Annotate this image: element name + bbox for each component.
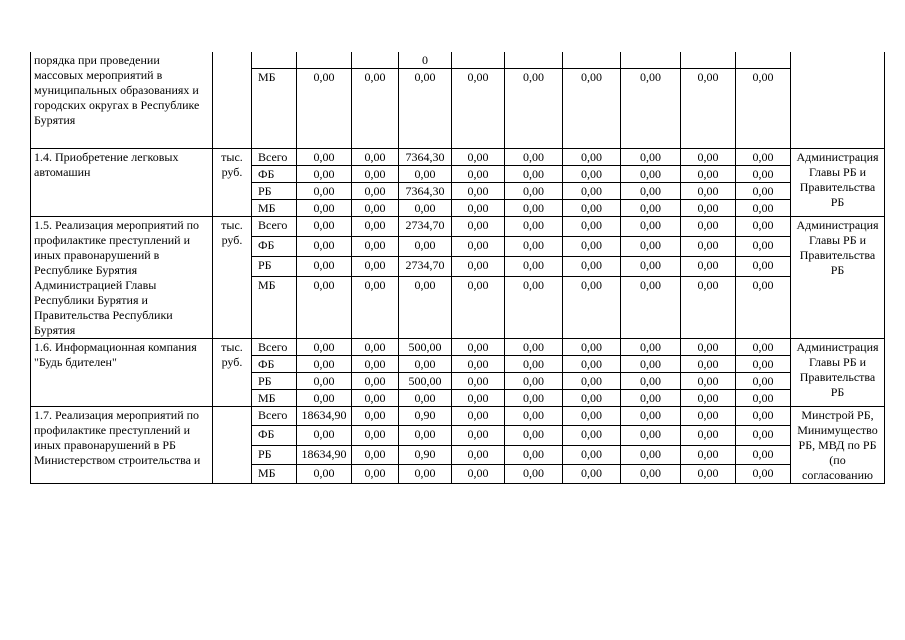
value-cell: 0,00 <box>297 356 352 373</box>
value-cell: 0,00 <box>505 69 563 149</box>
source-cell: РБ <box>252 257 297 277</box>
value-cell: 0,00 <box>505 390 563 407</box>
source-cell: ФБ <box>252 426 297 445</box>
value-cell: 0,00 <box>452 445 505 464</box>
measure-name: 1.7. Реализация мероприятий по профилактике преступлений и иных правонарушений в РБ Министерством строительства и <box>31 407 213 484</box>
value-cell: 0,00 <box>563 390 621 407</box>
value-cell: 0,00 <box>452 339 505 356</box>
value-cell: 0,00 <box>621 356 681 373</box>
value-cell: 0,00 <box>736 445 791 464</box>
value-cell: 0,00 <box>352 445 399 464</box>
value-cell: 0,90 <box>399 407 452 426</box>
value-cell <box>297 52 352 69</box>
value-cell: 0,00 <box>621 183 681 200</box>
value-cell: 0,00 <box>563 356 621 373</box>
value-cell: 0,00 <box>352 356 399 373</box>
source-cell: МБ <box>252 464 297 483</box>
executor-cell: Минстрой РБ, Минимущество РБ, МВД по РБ (по согласованию <box>791 407 885 484</box>
value-cell: 0,00 <box>297 373 352 390</box>
source-cell: МБ <box>252 277 297 339</box>
unit-cell <box>213 52 252 149</box>
value-cell: 0,00 <box>681 407 736 426</box>
value-cell: 500,00 <box>399 373 452 390</box>
table-row <box>31 339 885 356</box>
value-cell: 0,00 <box>681 426 736 445</box>
measure-name: 1.5. Реализация мероприятий по профилактике преступлений и иных правонарушений в Республике Бурятия Администрацией Главы Республики Бурятия и Правительства Республики Бурятия <box>31 217 213 339</box>
value-cell: 0,00 <box>505 464 563 483</box>
value-cell: 0,00 <box>297 217 352 237</box>
value-cell: 0,00 <box>681 257 736 277</box>
value-cell: 0,00 <box>505 200 563 217</box>
value-cell: 0,00 <box>297 149 352 166</box>
value-cell: 0,00 <box>505 257 563 277</box>
value-cell: 0,00 <box>681 149 736 166</box>
value-cell: 0,00 <box>505 237 563 257</box>
value-cell: 0,00 <box>297 464 352 483</box>
value-cell: 0,00 <box>563 445 621 464</box>
value-cell: 0,00 <box>352 339 399 356</box>
value-cell: 0,00 <box>681 183 736 200</box>
value-cell: 0,00 <box>563 200 621 217</box>
value-cell: 0,00 <box>297 237 352 257</box>
value-cell: 0,00 <box>563 183 621 200</box>
value-cell: 0,00 <box>399 426 452 445</box>
source-cell: Всего <box>252 217 297 237</box>
value-cell: 0,00 <box>297 257 352 277</box>
value-cell: 0,00 <box>621 166 681 183</box>
value-cell: 500,00 <box>399 339 452 356</box>
value-cell: 0,00 <box>736 356 791 373</box>
value-cell: 0,00 <box>736 257 791 277</box>
value-cell <box>681 52 736 69</box>
value-cell: 0,00 <box>297 390 352 407</box>
value-cell <box>621 52 681 69</box>
unit-cell: тыс. руб. <box>213 149 252 217</box>
executor-cell: Администрация Главы РБ и Правительства РБ <box>791 339 885 407</box>
source-cell: РБ <box>252 373 297 390</box>
value-cell: 0,00 <box>681 445 736 464</box>
value-cell: 0,00 <box>399 69 452 149</box>
value-cell: 0,00 <box>563 339 621 356</box>
table-row <box>31 149 885 166</box>
value-cell: 0,00 <box>452 407 505 426</box>
value-cell <box>505 52 563 69</box>
value-cell: 0,00 <box>352 277 399 339</box>
value-cell: 0,00 <box>681 373 736 390</box>
value-cell: 0,00 <box>352 390 399 407</box>
value-cell: 0,00 <box>452 200 505 217</box>
value-cell: 0,00 <box>505 183 563 200</box>
value-cell: 0,00 <box>621 69 681 149</box>
value-cell: 0,00 <box>681 200 736 217</box>
value-cell: 0,00 <box>563 166 621 183</box>
value-cell: 0,00 <box>352 217 399 237</box>
value-cell: 0,00 <box>563 464 621 483</box>
value-cell: 0,00 <box>563 237 621 257</box>
value-cell: 0,00 <box>452 277 505 339</box>
value-cell: 0,00 <box>621 149 681 166</box>
value-cell: 0,00 <box>352 257 399 277</box>
table-row <box>31 217 885 237</box>
value-cell: 0,00 <box>563 217 621 237</box>
value-cell: 0,00 <box>452 217 505 237</box>
source-cell: РБ <box>252 183 297 200</box>
value-cell: 0,00 <box>505 166 563 183</box>
value-cell: 0,00 <box>297 183 352 200</box>
value-cell: 0,00 <box>452 149 505 166</box>
source-cell: Всего <box>252 149 297 166</box>
value-cell: 0,00 <box>736 217 791 237</box>
value-cell: 0,00 <box>505 217 563 237</box>
value-cell: 0,00 <box>736 339 791 356</box>
value-cell <box>736 52 791 69</box>
table-row <box>31 52 885 69</box>
value-cell: 0,00 <box>452 356 505 373</box>
value-cell: 0,00 <box>452 69 505 149</box>
value-cell: 0,00 <box>736 277 791 339</box>
source-cell: ФБ <box>252 356 297 373</box>
table-row <box>31 407 885 426</box>
value-cell <box>452 52 505 69</box>
value-cell: 0,00 <box>352 373 399 390</box>
executor-cell: Администрация Главы РБ и Правительства РБ <box>791 149 885 217</box>
value-cell: 0,00 <box>736 183 791 200</box>
value-cell: 0,00 <box>736 390 791 407</box>
value-cell: 0,00 <box>681 277 736 339</box>
value-cell: 0,00 <box>452 237 505 257</box>
source-cell: МБ <box>252 69 297 149</box>
source-cell: ФБ <box>252 166 297 183</box>
value-cell: 0,00 <box>352 166 399 183</box>
value-cell <box>563 52 621 69</box>
value-cell: 0,00 <box>736 237 791 257</box>
value-cell: 0,00 <box>297 277 352 339</box>
value-cell: 0,00 <box>563 407 621 426</box>
value-cell: 0,00 <box>681 464 736 483</box>
value-cell: 0,00 <box>452 166 505 183</box>
value-cell: 0,00 <box>505 339 563 356</box>
source-cell <box>252 52 297 69</box>
value-cell: 0,00 <box>563 277 621 339</box>
value-cell: 0,00 <box>297 200 352 217</box>
value-cell: 0,00 <box>621 373 681 390</box>
value-cell: 0,00 <box>621 200 681 217</box>
value-cell: 0,00 <box>563 257 621 277</box>
value-cell: 7364,30 <box>399 149 452 166</box>
value-cell: 0,00 <box>736 69 791 149</box>
source-cell: МБ <box>252 390 297 407</box>
value-cell: 0,00 <box>621 445 681 464</box>
source-cell: Всего <box>252 339 297 356</box>
value-cell: 0,00 <box>399 166 452 183</box>
value-cell: 0,00 <box>297 339 352 356</box>
value-cell: 0,00 <box>297 69 352 149</box>
value-cell: 0,00 <box>505 426 563 445</box>
value-cell: 0,00 <box>681 237 736 257</box>
value-cell: 0,00 <box>505 373 563 390</box>
value-cell: 0,00 <box>736 407 791 426</box>
value-cell: 0,00 <box>399 200 452 217</box>
value-cell: 0 <box>399 52 452 69</box>
measure-name: 1.6. Информационная компания "Будь бдителен" <box>31 339 213 407</box>
value-cell: 0,00 <box>621 217 681 237</box>
value-cell: 0,00 <box>352 69 399 149</box>
value-cell: 0,00 <box>563 149 621 166</box>
value-cell: 0,00 <box>505 356 563 373</box>
measure-name: 1.4. Приобретение легковых автомашин <box>31 149 213 217</box>
value-cell: 0,00 <box>621 390 681 407</box>
value-cell: 0,00 <box>736 373 791 390</box>
value-cell: 0,00 <box>621 277 681 339</box>
unit-cell <box>213 407 252 484</box>
value-cell: 0,00 <box>681 69 736 149</box>
value-cell: 0,00 <box>563 426 621 445</box>
value-cell: 0,00 <box>399 237 452 257</box>
value-cell: 0,00 <box>681 339 736 356</box>
value-cell: 0,00 <box>352 149 399 166</box>
executor-cell: Администрация Главы РБ и Правительства РБ <box>791 217 885 339</box>
value-cell: 0,00 <box>621 407 681 426</box>
value-cell: 0,00 <box>736 149 791 166</box>
value-cell: 0,00 <box>352 237 399 257</box>
unit-cell: тыс. руб. <box>213 339 252 407</box>
value-cell: 0,00 <box>736 166 791 183</box>
value-cell: 0,00 <box>621 339 681 356</box>
value-cell: 0,00 <box>399 464 452 483</box>
value-cell: 0,00 <box>621 464 681 483</box>
value-cell: 0,00 <box>621 257 681 277</box>
value-cell: 0,00 <box>452 373 505 390</box>
value-cell: 0,00 <box>681 356 736 373</box>
value-cell: 0,00 <box>352 200 399 217</box>
value-cell: 0,00 <box>352 183 399 200</box>
value-cell: 0,00 <box>399 277 452 339</box>
value-cell: 0,00 <box>563 69 621 149</box>
source-cell: МБ <box>252 200 297 217</box>
value-cell: 0,00 <box>452 464 505 483</box>
value-cell: 0,00 <box>452 390 505 407</box>
value-cell: 0,00 <box>681 217 736 237</box>
value-cell: 0,00 <box>297 426 352 445</box>
value-cell: 0,00 <box>505 277 563 339</box>
value-cell: 0,00 <box>681 390 736 407</box>
measure-name: порядка при проведении массовых мероприятий в муниципальных образованиях и городских округах в Республике Бурятия <box>31 52 213 149</box>
value-cell: 0,00 <box>621 426 681 445</box>
unit-cell: тыс. руб. <box>213 217 252 339</box>
value-cell: 0,90 <box>399 445 452 464</box>
value-cell: 0,00 <box>736 200 791 217</box>
value-cell: 0,00 <box>736 464 791 483</box>
value-cell: 0,00 <box>736 426 791 445</box>
value-cell: 0,00 <box>297 166 352 183</box>
value-cell: 0,00 <box>505 445 563 464</box>
value-cell: 0,00 <box>505 149 563 166</box>
value-cell: 0,00 <box>452 183 505 200</box>
value-cell: 0,00 <box>399 356 452 373</box>
budget-table <box>30 52 885 484</box>
value-cell: 2734,70 <box>399 217 452 237</box>
value-cell: 0,00 <box>352 426 399 445</box>
value-cell: 0,00 <box>681 166 736 183</box>
value-cell: 0,00 <box>399 390 452 407</box>
source-cell: ФБ <box>252 237 297 257</box>
value-cell <box>352 52 399 69</box>
value-cell: 2734,70 <box>399 257 452 277</box>
value-cell: 18634,90 <box>297 407 352 426</box>
value-cell: 18634,90 <box>297 445 352 464</box>
value-cell: 0,00 <box>452 257 505 277</box>
value-cell: 0,00 <box>563 373 621 390</box>
source-cell: РБ <box>252 445 297 464</box>
executor-cell <box>791 52 885 149</box>
value-cell: 0,00 <box>452 426 505 445</box>
value-cell: 0,00 <box>352 464 399 483</box>
value-cell: 0,00 <box>352 407 399 426</box>
value-cell: 7364,30 <box>399 183 452 200</box>
value-cell: 0,00 <box>621 237 681 257</box>
source-cell: Всего <box>252 407 297 426</box>
value-cell: 0,00 <box>505 407 563 426</box>
